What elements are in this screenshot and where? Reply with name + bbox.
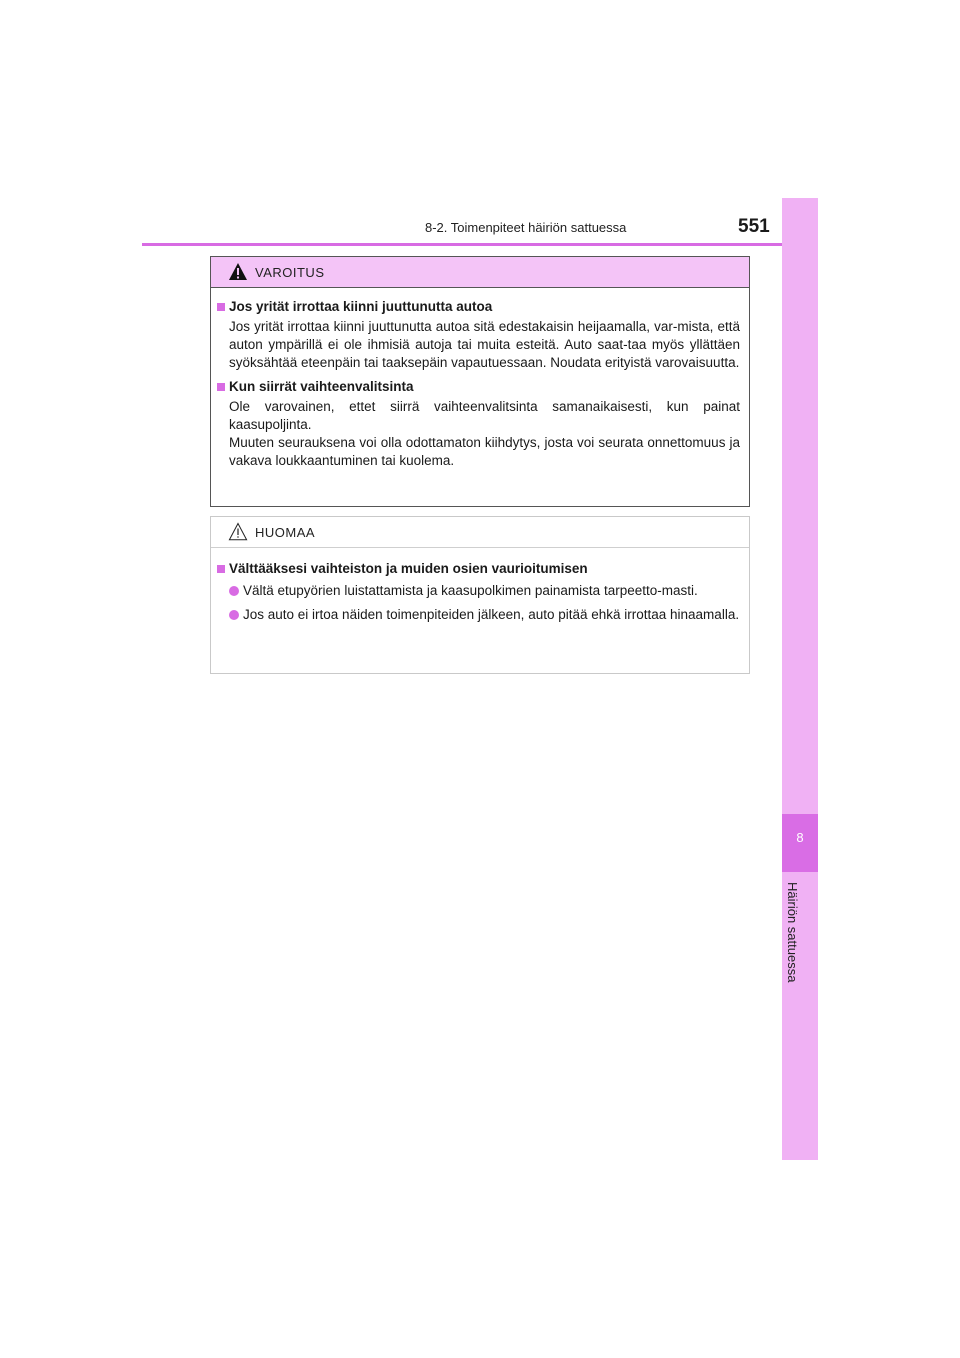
notice-box [210, 516, 750, 674]
warning-item-text: Jos yrität irrottaa kiinni juuttunutta autoa sitä edestakaisin heijaamalla, var-mista, että auton ympärillä ei ole ihmisiä autoja tai muita esteitä. Auto saat-taa myös yllättäen syöksähtää eteenpäin tai taaksepäin vapautuessaan. Noudata erityistä varovaisuutta. [229, 319, 740, 370]
warning-item-heading [217, 378, 740, 396]
header-divider [142, 243, 818, 246]
warning-title: VAROITUS [255, 265, 325, 280]
square-bullet-icon [217, 303, 225, 311]
warning-item-text: Muuten seurauksena voi olla odottamaton kiihdytys, josta voi seurata onnettomuus ja vakava loukkaantuminen tai kuolema. [229, 435, 740, 468]
warning-header [211, 257, 749, 288]
circle-bullet-icon [229, 586, 239, 596]
square-bullet-icon [217, 383, 225, 391]
section-title: 8-2. Toimenpiteet häiriön sattuessa [425, 220, 627, 235]
notice-title: HUOMAA [255, 525, 316, 540]
notice-bullet-item [217, 606, 740, 624]
square-bullet-icon [217, 565, 225, 573]
notice-bullet-text: Vältä etupyörien luistattamista ja kaasupolkimen painamista tarpeetto-masti. [243, 583, 698, 598]
notice-heading [217, 560, 740, 578]
warning-body [211, 288, 749, 470]
notice-heading-text: Välttääksesi vaihteiston ja muiden osien vaurioitumisen [229, 561, 588, 576]
warning-triangle-outline-icon [228, 522, 248, 541]
notice-bullet-item [217, 582, 740, 600]
page-number: 551 [738, 216, 770, 237]
warning-item-heading [217, 298, 740, 316]
chapter-side-strip [782, 198, 818, 1160]
warning-item-text: Ole varovainen, ettet siirrä vaihteenvalitsinta samanaikaisesti, kun painat kaasupoljinta. [229, 399, 740, 432]
notice-bullet-text: Jos auto ei irtoa näiden toimenpiteiden jälkeen, auto pitää ehkä irrottaa hinaamalla. [243, 607, 740, 622]
warning-box [210, 256, 750, 507]
warning-triangle-filled-icon [228, 262, 248, 281]
chapter-number: 8 [796, 830, 804, 845]
circle-bullet-icon [229, 610, 239, 620]
notice-header [211, 517, 749, 548]
chapter-title: Häiriön sattuessa [785, 882, 800, 983]
warning-item-heading-text: Jos yrität irrottaa kiinni juuttunutta autoa [229, 299, 493, 314]
notice-body [211, 548, 749, 624]
warning-item-heading-text: Kun siirrät vaihteenvalitsinta [229, 379, 414, 394]
